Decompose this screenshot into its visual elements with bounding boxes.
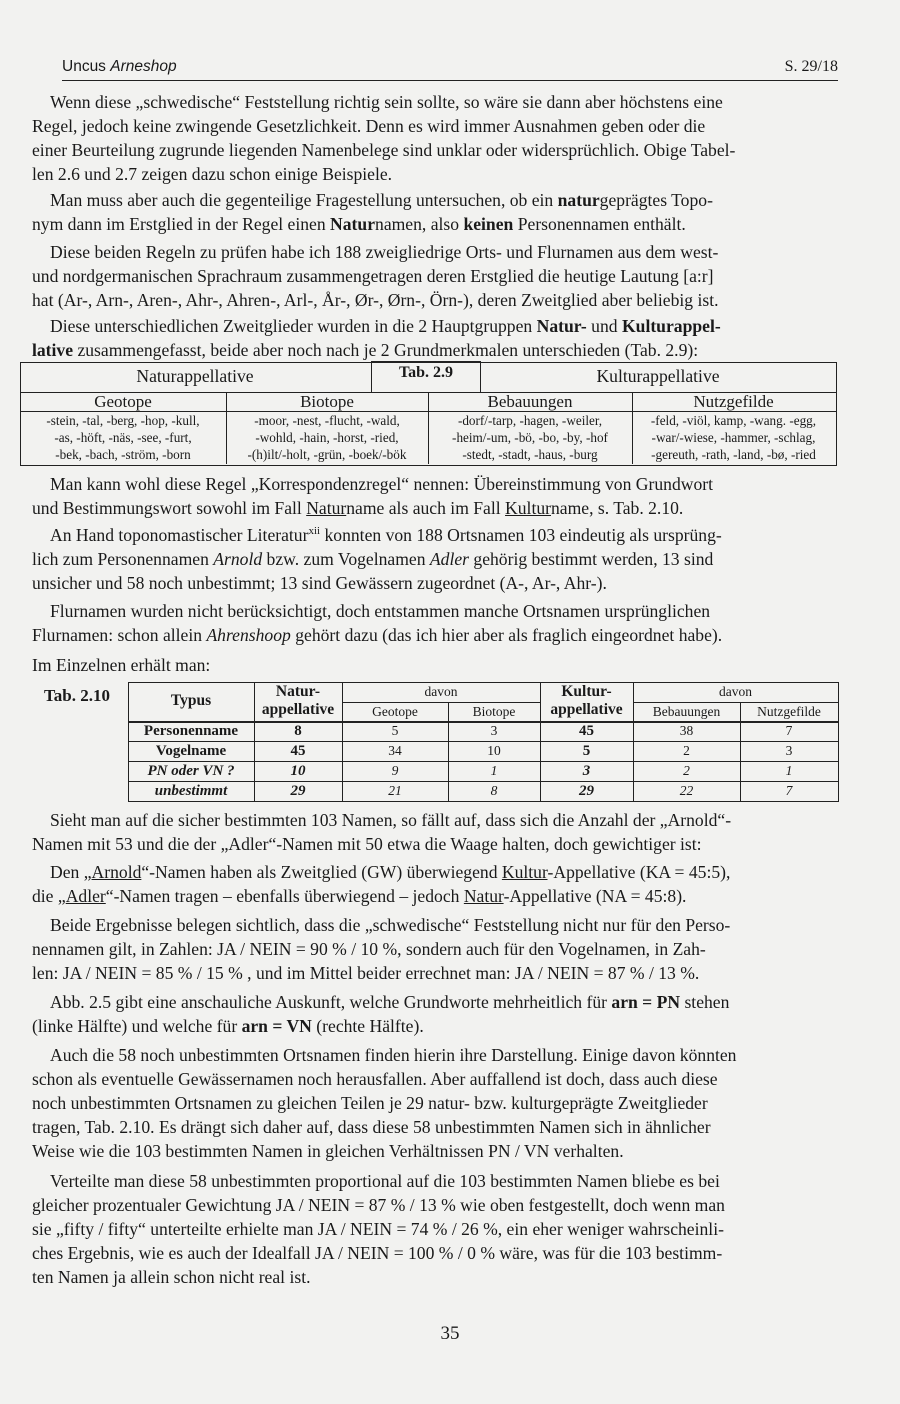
paragraph-block-middle [32,472,838,677]
table-2-10-cell: 29 [579,783,594,799]
table-2-10-cell: 5 [582,743,591,759]
table-2-9-col-nutzgefilde: Nutzgefilde [693,392,774,411]
table-2-10-cell: 2 [683,743,690,758]
paragraph-10: Den „Arnold“-Namen haben als Zweitglied (GW) überwiegend Kultur-Appellative (KA = 45:5), die „Adler“-Namen tragen – ebenfalls überwiegend – jedoch Natur-Appellative (NA = 45:8). [32,862,731,906]
paragraph-2: Man muss aber auch die gegenteilige Fragestellung untersuchen, ob ein naturgeprägtes Topo- nym dann im Erstglied in der Regel einen Naturnamen, also keinen Personennamen enthält. [32,190,713,234]
table-2-10-head-biotope: Biotope [472,704,516,719]
page-number: 35 [440,1323,460,1344]
table-2-9-kultur-group: Kulturappellative [596,366,720,386]
table-2-10-cell: 29 [290,783,306,799]
table-2-10-head-bebauungen: Bebauungen [652,704,721,719]
paragraph-4: Diese unterschiedlichen Zweitglieder wurden in die 2 Hauptgruppen Natur- und Kulturappel- lative zusammengefasst, beide aber noch nach je 2 Grundmerkmalen unterschieden (Tab. 2.9): [32,316,721,360]
table-2-10-cell: 8 [490,783,498,798]
paragraph-block-top [32,90,838,362]
table-2-10-cell: 7 [785,783,793,798]
table-2-9-cell-bebauungen: -dorf/-tarp, -hagen, -weiler, -heim/-um, -bö, -bo, -by, -hof -stedt, -stadt, -haus, -burg [452,413,608,462]
table-2-10-divider [838,682,839,802]
paragraph-9: Sieht man auf die sicher bestimmten 103 Namen, so fällt auf, dass sich die Anzahl der „Arnold“- Namen mit 53 und die der „Adler“-Namen mit 50 etwa die Waage halten, doch gewichtiger ist: [32,810,732,854]
paragraph-14: Verteilte man diese 58 unbestimmten proportional auf die 103 bestimmten Namen bliebe es bei gleicher prozentualer Gewichtung JA / NEIN = 87 % / 13 % wie oben festgestellt, doch wenn man sie „fifty / fifty“ unterteilte erhielte man JA / NEIN = 74 % / 26 %, ein eher weniger wahrscheinli- ches Ergebnis, wie es auch der Idealfall JA / NEIN = 100 % / 0 % wäre, was für die 103 bestimm- ten Namen ja allein schon nicht real ist. [32,1171,725,1287]
table-2-9-cell-nutzgefilde: -feld, -viöl, kamp, -wang. -egg, -war/-wiese, -hammer, -schlag, -gereuth, -rath, -land, -bø, -ried [650,413,817,462]
table-2-10-cell: 8 [294,723,302,739]
table-2-9-cell-geotope: -stein, -tal, -berg, -hop, -kull, -as, -höft, -näs, -see, -furt, -bek, -bach, -ström, -born [46,413,200,462]
table-2-10-cell: 22 [679,783,694,798]
paragraph-3: Diese beiden Regeln zu prüfen habe ich 188 zweigliedrige Orts- und Flurnamen aus dem west- und nordgermanischen Sprachraum zusammengetragen deren Erstglied die heutige Lautung [a:r] hat (Ar-, Arn-, Aren-, Ahr-, Ahren-, Arl-, År-, Ør-, Ørn-, Örn-), deren Zweitglied aber beliebig ist. [32,242,719,310]
table-2-9 [20,362,837,466]
table-2-10-cell: 3 [582,763,591,779]
paragraph-13: Auch die 58 noch unbestimmten Ortsnamen finden hierin ihre Darstellung. Einige davon könnten schon als eventuelle Gewässernamen noch herausfallen. Aber auffallend ist doch, dass auch diese noch unbestimmten Ortsnamen zu gleichen Teilen je 29 natur- bzw. kulturgeprägte Zweitglieder tragen, Tab. 2.10. Es drängt sich daher auf, dass diese 58 unbestimmten Namen sich in ähnlicher Weise wie die 103 bestimmten Namen in gleichen Verhältnissen PN / VN verhalten. [32,1045,737,1161]
table-2-9-natur-group: Naturappellative [136,366,254,386]
table-2-10-cell: 34 [388,743,402,758]
table-2-10-row-label: PN oder VN ? [147,763,235,779]
table-2-10 [128,682,839,802]
table-2-10-row-label: unbestimmt [154,783,228,799]
table-2-10-cell: 5 [391,723,399,738]
running-header [62,58,838,81]
table-2-10-cell: 3 [490,723,498,738]
paragraph-8: Im Einzelnen erhält man: [32,655,211,675]
paragraph-6: An Hand toponomastischer Literatur$^{xii}$ konnten von 188 Ortsnamen 103 eindeutig als ursprüng- lich zum Personennamen Arnold bzw. zum Vogelnamen Adler gehörig bestimmt werden, 13 sind unsicher und 58 noch unbestimmt; 13 sind Gewässern zugeordnet (A-, Ar-, Ahr-). [32,525,722,593]
table-2-10-head-kultur: Kultur- appellative [550,683,623,718]
table-2-10-row-label: Vogelname [155,743,227,759]
paragraph-5: Man kann wohl diese Regel „Korrespondenzregel“ nennen: Übereinstimmung von Grundwort und Bestimmungswort sowohl im Fall Naturname als auch im Fall Kulturname, s. Tab. 2.10. [32,474,714,518]
table-2-10-cell: 1 [490,763,498,778]
paragraph-block-bottom [32,808,838,1289]
table-2-10-cell: 10 [487,743,501,758]
table-2-10-cell: 9 [391,763,399,778]
paragraph-1: Wenn diese „schwedische“ Feststellung richtig sein sollte, so wäre sie dann aber höchstens eine Regel, jedoch keine zwingende Gesetzlichkeit. Denn es wird immer Ausnahmen geben oder die einer Beurteilung zugrunde liegenden Namenbelege sind unklar oder widersprüchlich. Obige Tabel- len 2.6 und 2.7 zeigen dazu schon einige Beispiele. [32,92,736,184]
table-2-10-head-geotope: Geotope [372,704,418,719]
table-2-10-rule [128,801,839,802]
table-2-10-cell: 45 [579,723,594,739]
paragraph-11: Beide Ergebnisse belegen sichtlich, dass die „schwedische“ Feststellung nicht nur für den Perso- nennamen gilt, in Zahlen: JA / NEIN = 90 % / 10 %, sondern auch für den Vogelnamen, in Zah- len: JA / NEIN = 85 % / 15 % , und im Mittel beider errechnet man: JA / NEIN = 87 % / 13 %. [32,915,731,983]
paragraph-12: Abb. 2.5 gibt eine anschauliche Auskunft, welche Grundworte mehrheitlich für arn = PN stehen (linke Hälfte) und welche für arn = VN (rechte Hälfte). [32,992,730,1036]
table-2-9-col-bebauungen: Bebauungen [487,392,573,411]
table-2-10-head-nutzgefilde: Nutzgefilde [757,704,821,719]
table-2-10-cell: 10 [290,763,306,779]
header-page-ref: S. 29/18 [784,58,838,75]
table-2-9-cell-biotope: -moor, -nest, -flucht, -wald, -wohld, -hain, -horst, -ried, -(h)ilt/-holt, -grün, -boek/-bök [247,413,407,462]
table-2-9-col-biotope: Biotope [300,392,354,411]
table-2-9-title: Tab. 2.9 [398,364,454,381]
table-2-10-cell: 45 [290,743,306,759]
table-2-10-head-davon-natur: davon [424,684,458,699]
table-2-10-row-label: Personenname [143,723,239,739]
table-2-10-cell: 38 [679,723,694,738]
table-2-9-col-geotope: Geotope [94,392,152,411]
table-2-10-head-typus: Typus [170,692,212,709]
paragraph-7: Flurnamen wurden nicht berücksichtigt, doch entstammen manche Ortsnamen ursprünglichen Flurnamen: schon allein Ahrenshoop gehört dazu (das ich hier aber als fraglich eingeordnet habe). [32,601,723,645]
table-2-10-cell: 2 [683,763,690,778]
table-2-10-head-natur: Natur- appellative [261,683,335,718]
table-2-10-cell: 21 [388,783,402,798]
header-title: Uncus Arneshop [62,58,177,75]
table-2-10-title: Tab. 2.10 [44,686,110,705]
table-2-10-cell: 3 [785,743,793,758]
table-2-10-cell: 7 [785,723,793,738]
table-2-10-cell: 1 [785,763,793,778]
table-2-10-head-davon-kultur: davon [719,684,752,699]
